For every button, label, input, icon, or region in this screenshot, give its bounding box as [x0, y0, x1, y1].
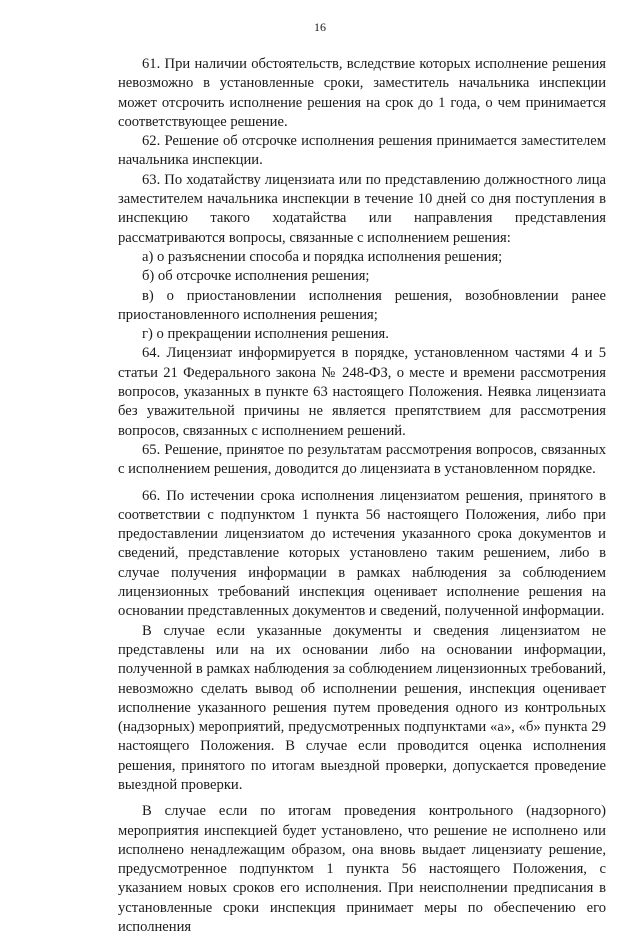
list-item-a: а) о разъяснении способа и порядка исполнения решения;	[142, 248, 503, 265]
paragraph-63: 63. По ходатайству лицензиата или по представлению должностного лица заместителем начальника инспекции в течение 10 дней со дня поступления в инспекцию такого ходатайства или направления представления рассматриваются вопросы, связанные с исполнением решения:	[118, 171, 606, 246]
list-item-b: б) об отсрочке исполнения решения;	[142, 268, 370, 285]
paragraph-66-cont-2: В случае если по итогам проведения контрольного (надзорного) мероприятия инспекцией будет установлено, что решение не исполнено или исполнено ненадлежащим образом, она вновь выдает лицензиату решение, предусмотренное подпунктом 1 пункта 56 настоящего Положения, с указанием новых сроков его исполнения. При неисполнении предписания в установленные сроки инспекция принимает меры по обеспечению его исполнения	[118, 803, 606, 936]
page-number: 16	[314, 20, 326, 34]
paragraph-65: 65. Решение, принятое по результатам рассмотрения вопросов, связанных с исполнением решения, доводится до лицензиата в установленном порядке.	[118, 441, 606, 478]
document-body	[118, 55, 606, 937]
paragraph-66-cont-1: В случае если указанные документы и сведения лицензиатом не представлены или на их основании либо на основании информации, полученной в рамках наблюдения за соблюдением лицензионных требований, невозможно сделать вывод об исполнении решения, инспекция оценивает исполнение указанного решения путем проведения одного из контрольных (надзорных) мероприятий, предусмотренных подпунктами «а», «б» пункта 29 настоящего Положения. В случае если проводится оценка исполнения решения, принятого по итогам выездной проверки, допускается проведение выездной проверки.	[118, 622, 606, 793]
paragraph-61: 61. При наличии обстоятельств, вследствие которых исполнение решения невозможно в установленные сроки, заместитель начальника инспекции может отсрочить исполнение решения на срок до 1 года, о чем принимается соответствующее решение.	[118, 56, 606, 130]
list-item-v: в) о приостановлении исполнения решения, возобновлении ранее приостановленного исполнения решения;	[118, 287, 606, 323]
paragraph-66: 66. По истечении срока исполнения лицензиатом решения, принятого в соответствии с подпунктом 1 пункта 56 настоящего Положения, либо при предоставлении лицензиатом до истечения указанного срока документов и сведений, представление которых установлено таким решением, либо в случае получения информации в рамках наблюдения за соблюдением лицензионных требований инспекция оценивает исполнение решения на основании представленных документов и сведений, полученной информации.	[118, 487, 606, 620]
paragraph-64: 64. Лицензиат информируется в порядке, установленном частями 4 и 5 статьи 21 Федерального закона № 248-ФЗ, о месте и времени рассмотрения вопросов, указанных в пункте 63 настоящего Положения. Неявка лицензиата без уважительной причины не является препятствием для рассмотрения вопросов, связанных с исполнением решений.	[118, 345, 606, 439]
paragraph-62: 62. Решение об отсрочке исполнения решения принимается заместителем начальника инспекции.	[118, 133, 606, 169]
list-item-g: г) о прекращении исполнения решения.	[142, 326, 389, 343]
